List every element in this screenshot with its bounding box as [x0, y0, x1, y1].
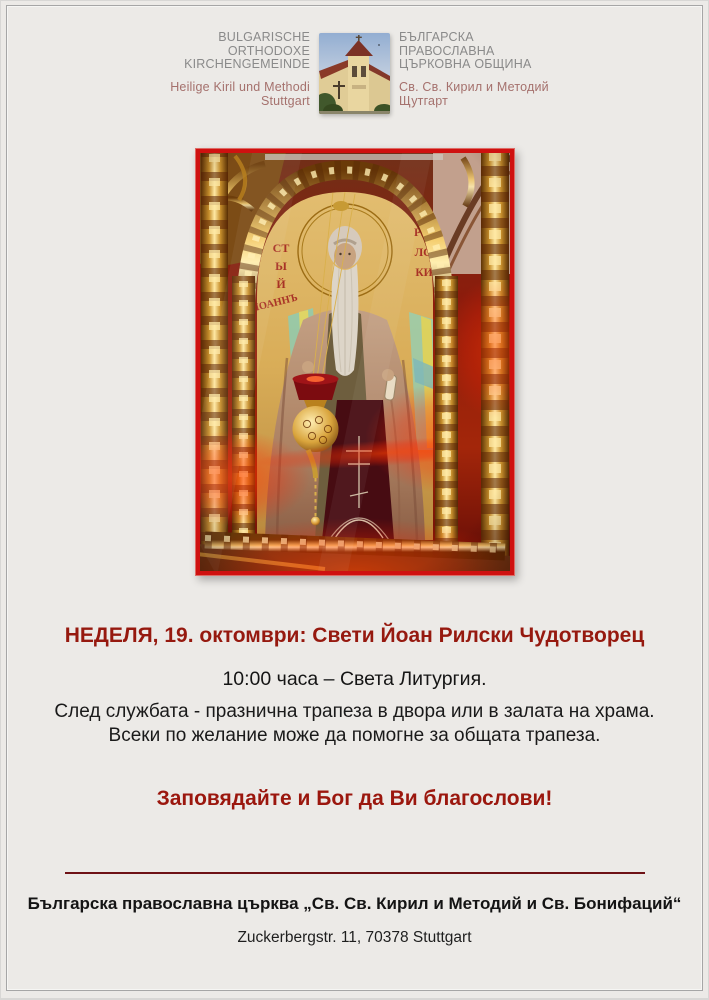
announcement-section — [1, 623, 708, 811]
church-building-illustration — [319, 33, 390, 114]
org-name-de-line1: BULGARISCHE — [218, 30, 310, 44]
liturgy-time-line: 10:00 часа – Света Литургия. — [222, 668, 487, 690]
icon-photo-scene — [195, 148, 515, 576]
org-name-bg-line1: БЪЛГАРСКА — [399, 30, 474, 44]
header — [1, 31, 708, 114]
header-right-block — [390, 31, 637, 109]
patron-name-de-line1: Heilige Kiril und Methodi — [170, 79, 310, 94]
patron-name-de — [72, 80, 310, 109]
org-name-de-line2: ORTHODOXE — [227, 43, 310, 58]
patron-city-bg: Щутгарт — [399, 94, 449, 108]
footer — [1, 894, 708, 947]
org-name-bg-line3: ЦЪРКОВНА ОБЩИНА — [399, 57, 532, 71]
blessing-invitation: Заповядайте и Бог да Ви благослови! — [156, 787, 553, 810]
org-name-de-line3: KIRCHENGEMEINDE — [184, 57, 310, 71]
patron-name-bg-line1: Св. Св. Кирил и Методий — [399, 79, 549, 94]
flyer-page — [1, 1, 708, 998]
org-name-bg-line2: ПРАВОСЛАВНА — [399, 43, 495, 58]
announcement-body-text: След службата - празнична трапеза в двора или в залата на храма. Всеки по желание може да помогне за общата трапеза. — [54, 701, 655, 746]
patron-city-de: Stuttgart — [260, 94, 310, 108]
saint-icon-photo — [195, 148, 515, 576]
footer-church-name: Българска православна църква „Св. Св. Кирил и Методий и Св. Бонифаций“ — [27, 894, 682, 913]
church-logo-photo — [319, 33, 390, 114]
header-left-block — [72, 31, 319, 109]
icon-of-st-john-of-rila — [195, 148, 515, 576]
announcement-title: НЕДЕЛЯ, 19. октомври: Свети Йоан Рилски Чудотворец — [64, 624, 645, 647]
footer-divider-line — [65, 872, 645, 874]
footer-address: Zuckerbergstr. 11, 70378 Stuttgart — [237, 929, 472, 946]
patron-name-bg — [399, 80, 637, 109]
